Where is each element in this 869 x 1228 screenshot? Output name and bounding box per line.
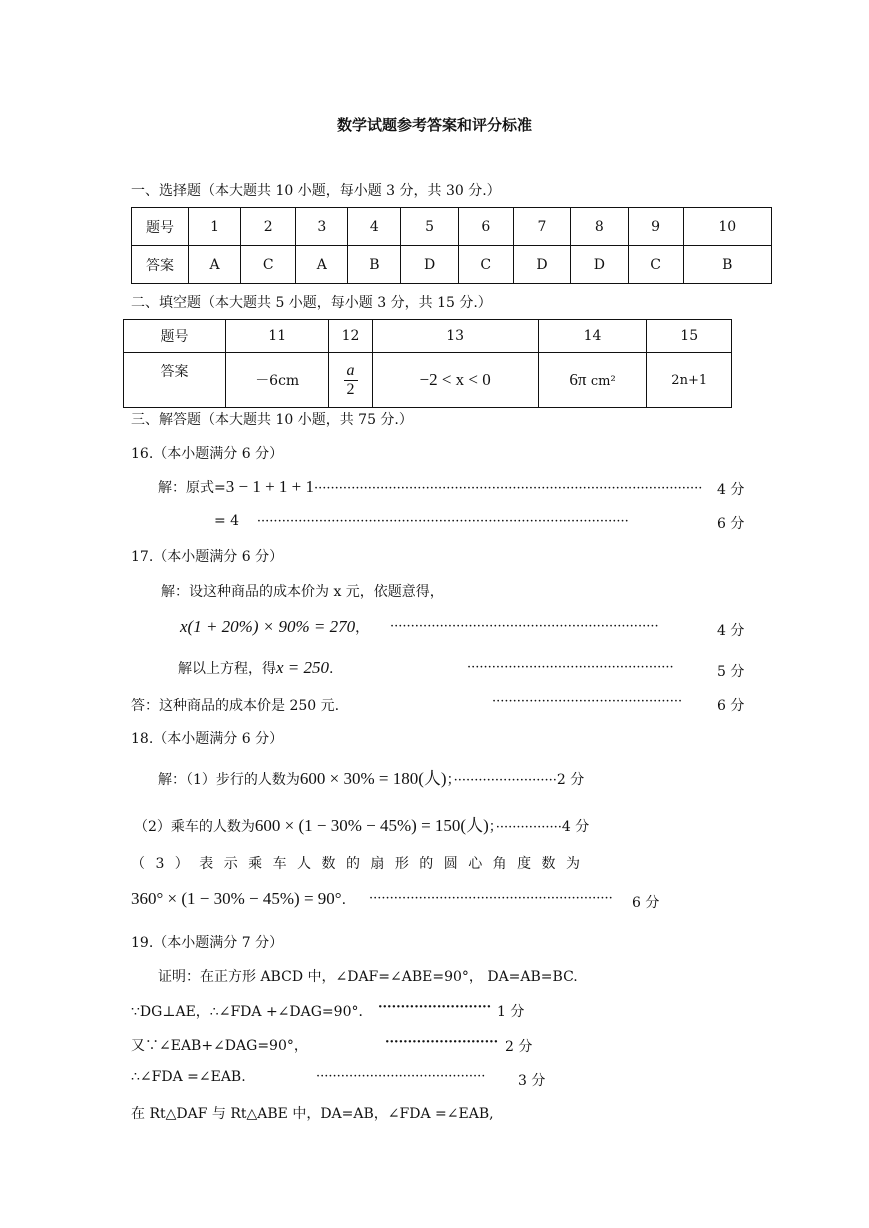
question-number: 10	[683, 208, 771, 246]
score-label: 5 分	[717, 664, 745, 680]
q18-header: 18.（本小题满分 6 分）	[131, 731, 284, 747]
q18-line3: （ 3 ） 表 示 乘 车 人 数 的 扇 形 的 圆 心 角 度 数 为	[131, 856, 581, 872]
q17-line3	[178, 658, 333, 678]
q16-line2	[214, 513, 629, 529]
dot-leader: ················	[495, 820, 562, 835]
dot-leader: ·········································	[316, 1069, 486, 1084]
answer-cell: －6cm	[226, 353, 329, 408]
q18-line2-math: 600 × (1 − 30% − 45%) = 150(人)	[254, 816, 489, 835]
question-number: 4	[348, 208, 401, 246]
q17-line2	[180, 617, 369, 637]
answer-cell: 2n+1	[647, 353, 732, 408]
q18-line2-suffix: ；	[488, 819, 496, 835]
q18-line1-prefix: 解：（1）步行的人数为	[158, 772, 300, 788]
question-number: 6	[458, 208, 513, 246]
score-label: 6 分	[632, 895, 660, 911]
answer-unit: cm²	[590, 374, 616, 389]
question-number: 13	[372, 320, 538, 353]
answer-cell	[538, 353, 647, 408]
q17-line2-suffix: ，	[355, 620, 370, 636]
answer-cell: D	[571, 246, 628, 284]
q18-line4-suffix: .	[341, 892, 347, 908]
table-row	[132, 246, 772, 284]
table-row	[132, 208, 772, 246]
dot-leader: ···························································	[369, 891, 613, 906]
q19-line1: 证明：在正方形 ABCD 中，∠DAF=∠ABE=90°， DA=AB=BC.	[158, 969, 578, 985]
q19-line3: 又∵∠EAB+∠DAG=90°，	[131, 1038, 308, 1054]
answer-cell: C	[241, 246, 296, 284]
q18-line1	[158, 764, 584, 789]
table-row	[124, 320, 732, 353]
fraction-denominator: 2	[346, 380, 355, 398]
score-label: 6 分	[717, 516, 745, 532]
fraction	[344, 362, 358, 399]
section1-heading: 一、选择题（本大题共 10 小题，每小题 3 分，共 30 分.）	[131, 183, 501, 199]
q18-line4-math: 360° × (1 − 30% − 45%) = 90°	[131, 889, 342, 908]
answer-cell: B	[348, 246, 401, 284]
dot-leader: ·································································	[390, 619, 659, 634]
q16-line2-text: = 4	[214, 513, 240, 529]
q19-line5: 在 Rt△DAF 与 Rt△ABE 中，DA=AB，∠FDA =∠EAB,	[131, 1106, 494, 1122]
q17-header: 17.（本小题满分 6 分）	[131, 549, 284, 565]
row-label: 题号	[124, 320, 226, 353]
row-label: 答案	[124, 353, 226, 408]
question-number: 5	[401, 208, 458, 246]
score-label: 3 分	[518, 1073, 546, 1089]
question-number: 8	[571, 208, 628, 246]
q19-line4: ∴∠FDA =∠EAB.	[131, 1069, 246, 1085]
dot-leader: ······························································································	[314, 481, 703, 496]
q17-line1: 解：设这种商品的成本价为 x 元，依题意得，	[161, 584, 444, 600]
section3-heading: 三、解答题（本大题共 10 小题，共 75 分.）	[131, 412, 413, 428]
q17-line3-suffix: .	[329, 661, 334, 677]
dot-leader: ·························	[378, 1000, 492, 1015]
question-number: 3	[296, 208, 348, 246]
question-number: 7	[513, 208, 570, 246]
q19-header: 19.（本小题满分 7 分）	[131, 935, 284, 951]
answer-cell: D	[401, 246, 458, 284]
q16-header: 16.（本小题满分 6 分）	[131, 446, 284, 462]
answer-cell	[329, 353, 372, 408]
q16-line1	[158, 477, 702, 497]
question-number: 9	[628, 208, 683, 246]
fill-answer-table	[123, 319, 732, 408]
dot-leader: ··························································································	[256, 514, 629, 529]
q18-line2-prefix: （2）乘车的人数为	[134, 819, 255, 835]
q17-line3-math: x = 250	[276, 658, 330, 677]
q19-line2: ∵DG⊥AE，∴∠FDA +∠DAG=90°．	[131, 1004, 373, 1020]
row-label: 题号	[132, 208, 189, 246]
question-number: 15	[647, 320, 732, 353]
dot-leader: ··················································	[467, 660, 674, 675]
q16-line1-math: 3 − 1 + 1 + 1	[225, 477, 314, 496]
score-label: 6 分	[717, 698, 745, 714]
answer-cell: C	[458, 246, 513, 284]
q17-line2-math: x(1 + 20%) × 90% = 270	[180, 617, 356, 636]
fraction-numerator: a	[344, 362, 358, 381]
q18-line4	[131, 889, 346, 909]
section2-heading: 二、填空题（本大题共 5 小题，每小题 3 分，共 15 分.）	[131, 295, 492, 311]
score-label: 1 分	[497, 1004, 525, 1020]
score-label: 4 分	[717, 623, 745, 639]
question-number: 1	[189, 208, 241, 246]
dot-leader: ·························	[385, 1035, 499, 1050]
q16-line1-prefix: 解：原式=	[158, 480, 226, 496]
q18-line2	[134, 811, 589, 836]
dot-leader: ·························	[453, 773, 557, 788]
question-number: 12	[329, 320, 372, 353]
dot-leader: ··············································	[492, 694, 683, 709]
score-label: 2 分	[505, 1039, 533, 1055]
q17-line4: 答：这种商品的成本价是 250 元.	[131, 698, 340, 714]
choice-answer-table	[131, 207, 772, 284]
row-label: 答案	[132, 246, 189, 284]
answer-cell: D	[513, 246, 570, 284]
table-row	[124, 353, 732, 408]
score-label: 2 分	[556, 772, 585, 788]
q18-line1-math: 600 × 30% = 180(人)	[299, 769, 447, 788]
answer-cell: A	[296, 246, 348, 284]
score-label: 4 分	[561, 819, 590, 835]
page-title: 数学试题参考答案和评分标准	[336, 116, 532, 134]
answer-cell: −2 < x < 0	[372, 353, 538, 408]
question-number: 2	[241, 208, 296, 246]
answer-cell: C	[628, 246, 683, 284]
answer-main: 6π	[569, 370, 587, 389]
question-number: 11	[226, 320, 329, 353]
question-number: 14	[538, 320, 647, 353]
q18-line1-suffix: ；	[446, 772, 454, 788]
answer-cell: A	[189, 246, 241, 284]
score-label: 4 分	[717, 482, 745, 498]
answer-cell: B	[683, 246, 771, 284]
q17-line3-prefix: 解以上方程，得	[178, 661, 276, 677]
